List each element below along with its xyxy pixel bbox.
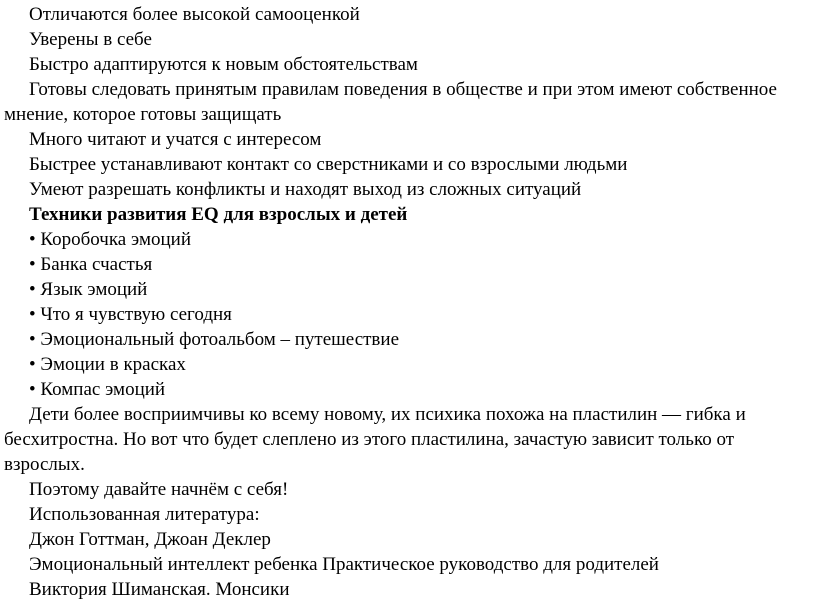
- closing-paragraph: Дети более восприимчивы ко всему новому, их психика похожа на пластилин — гибка и бесхитростна. Но вот что будет слеплено из этого пластилина, зачастую зависит только от взрослых.: [4, 404, 746, 475]
- trait-line: Быстрее устанавливают контакт со сверстниками и со взрослыми людьми: [29, 154, 628, 175]
- technique-item: • Эмоциональный фотоальбом – путешествие: [29, 329, 400, 350]
- trait-line: Много читают и учатся с интересом: [29, 129, 322, 150]
- trait-line: Готовы следовать принятым правилам поведения в обществе и при этом имеют собственное мнение, которое готовы защищать: [4, 79, 777, 125]
- technique-item: • Язык эмоций: [29, 279, 148, 300]
- technique-item: • Банка счастья: [29, 254, 153, 275]
- trait-line: Уверены в себе: [29, 29, 152, 50]
- trait-line: Умеют разрешать конфликты и находят выход из сложных ситуаций: [29, 179, 582, 200]
- technique-item: • Эмоции в красках: [29, 354, 186, 375]
- technique-item: • Что я чувствую сегодня: [29, 304, 232, 325]
- literature-item: Джон Готтман, Джоан Деклер: [29, 529, 271, 550]
- trait-line: Отличаются более высокой самооценкой: [29, 4, 360, 25]
- technique-item: • Компас эмоций: [29, 379, 166, 400]
- technique-item: • Коробочка эмоций: [29, 229, 192, 250]
- trait-line: Быстро адаптируются к новым обстоятельствам: [29, 54, 418, 75]
- closing-call: Поэтому давайте начнём с себя!: [29, 479, 289, 500]
- literature-item: Эмоциональный интеллект ребенка Практическое руководство для родителей: [29, 554, 659, 575]
- literature-heading: Использованная литература:: [29, 504, 260, 525]
- literature-item: Виктория Шиманская. Монсики: [29, 579, 290, 600]
- techniques-heading: Техники развития EQ для взрослых и детей: [29, 204, 408, 225]
